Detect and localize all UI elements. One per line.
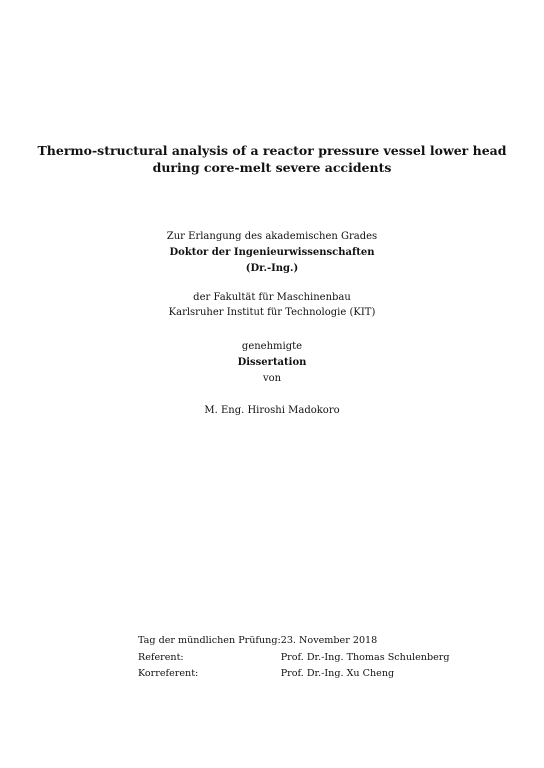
- dissertation-label: Dissertation: [237, 357, 307, 368]
- referent-value: Prof. Dr.-Ing. Thomas Schulenberg: [280, 651, 450, 663]
- approval-word: genehmigte: [241, 341, 303, 352]
- exam-row-referent: [138, 650, 450, 667]
- exam-date-label: Tag der mündlichen Prüfung:: [138, 635, 281, 646]
- degree-abbreviation: (Dr.-Ing.): [245, 263, 299, 274]
- degree-name: Doktor der Ingenieurwissenschaften: [169, 247, 375, 258]
- korreferent-label: Korreferent:: [138, 668, 199, 679]
- von-label: von: [262, 373, 282, 384]
- thesis-title-line-2: during core-melt severe accidents: [152, 160, 392, 175]
- referent-label: Referent:: [138, 651, 184, 663]
- exam-row-date: [138, 633, 450, 650]
- examination-details: [138, 633, 450, 683]
- faculty-line-2: Karlsruher Institut für Technologie (KIT): [168, 307, 376, 318]
- thesis-title-line-1: Thermo-structural analysis of a reactor pressure vessel lower head: [37, 143, 507, 158]
- korreferent-value: Prof. Dr.-Ing. Xu Cheng: [280, 668, 395, 679]
- degree-intro: Zur Erlangung des akademischen Grades: [166, 231, 378, 242]
- exam-row-korreferent: [138, 666, 450, 683]
- author-name: M. Eng. Hiroshi Madokoro: [204, 405, 340, 416]
- exam-date-value: 23. November 2018: [280, 635, 378, 646]
- faculty-line-1: der Fakultät für Maschinenbau: [193, 292, 351, 303]
